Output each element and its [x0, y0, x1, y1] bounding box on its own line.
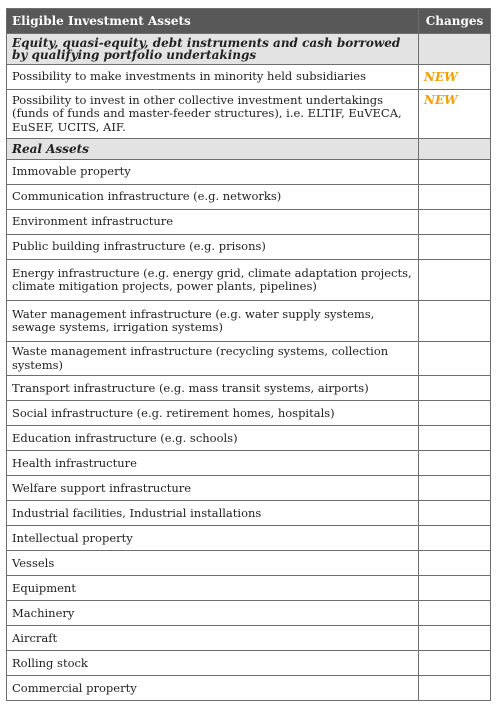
- asset-label: Transport infrastructure (e.g. mass transit systems, airports): [7, 376, 419, 401]
- change-badge: NEW: [419, 65, 491, 90]
- change-badge: NEW: [419, 90, 491, 139]
- section-changes-cell: [419, 34, 491, 65]
- asset-label: Commercial property: [7, 676, 419, 701]
- column-header-changes: Changes: [419, 9, 491, 34]
- asset-label: Immovable property: [7, 160, 419, 185]
- table-row: [7, 185, 491, 210]
- table-row: [7, 451, 491, 476]
- asset-label: Waste management infrastructure (recycling systems, collection systems): [7, 342, 419, 376]
- change-cell: [419, 601, 491, 626]
- asset-label: Energy infrastructure (e.g. energy grid, climate adaptation projects, climate mitigation projects, power plants, pipelines): [7, 260, 419, 301]
- change-cell: [419, 426, 491, 451]
- change-cell: [419, 676, 491, 701]
- change-cell: [419, 185, 491, 210]
- table-row: [7, 576, 491, 601]
- column-header-assets: Eligible Investment Assets: [7, 9, 419, 34]
- asset-label: Rolling stock: [7, 651, 419, 676]
- asset-label: Industrial facilities, Industrial installations: [7, 501, 419, 526]
- table-row: [7, 476, 491, 501]
- change-cell: [419, 626, 491, 651]
- section-title-equity: Equity, quasi-equity, debt instruments and cash borrowed by qualifying portfolio undertakings: [7, 34, 419, 65]
- change-cell: [419, 210, 491, 235]
- change-cell: [419, 551, 491, 576]
- table-row: [7, 160, 491, 185]
- change-cell: [419, 526, 491, 551]
- change-cell: [419, 376, 491, 401]
- asset-label: Water management infrastructure (e.g. water supply systems, sewage systems, irrigation systems): [7, 301, 419, 342]
- asset-label: Equipment: [7, 576, 419, 601]
- table-row: [7, 601, 491, 626]
- section-title-real-assets: Real Assets: [7, 139, 419, 160]
- table-row: [7, 260, 491, 301]
- eligible-assets-table: [6, 8, 491, 701]
- change-cell: [419, 576, 491, 601]
- asset-label: Vessels: [7, 551, 419, 576]
- table-row: [7, 65, 491, 90]
- asset-label: Machinery: [7, 601, 419, 626]
- asset-label: Social infrastructure (e.g. retirement homes, hospitals): [7, 401, 419, 426]
- table-row: [7, 301, 491, 342]
- table-row: [7, 342, 491, 376]
- table-row: [7, 501, 491, 526]
- table-row: [7, 551, 491, 576]
- section-header-row: [7, 139, 491, 160]
- asset-label: Welfare support infrastructure: [7, 476, 419, 501]
- change-cell: [419, 451, 491, 476]
- table-row: [7, 401, 491, 426]
- table-row: [7, 426, 491, 451]
- asset-label: Intellectual property: [7, 526, 419, 551]
- section-header-row: [7, 34, 491, 65]
- asset-label: Aircraft: [7, 626, 419, 651]
- asset-label: Possibility to invest in other collective investment undertakings (funds of funds and master-feeder structures), i.e. ELTIF, EuVECA, EuSEF, UCITS, AIF.: [7, 90, 419, 139]
- table-row: [7, 526, 491, 551]
- table-row: [7, 676, 491, 701]
- change-cell: [419, 235, 491, 260]
- asset-label: Possibility to make investments in minority held subsidiaries: [7, 65, 419, 90]
- table-row: [7, 376, 491, 401]
- change-cell: [419, 260, 491, 301]
- table-row: [7, 626, 491, 651]
- asset-label: Communication infrastructure (e.g. networks): [7, 185, 419, 210]
- change-cell: [419, 301, 491, 342]
- table-row: [7, 90, 491, 139]
- change-cell: [419, 651, 491, 676]
- change-cell: [419, 342, 491, 376]
- change-cell: [419, 401, 491, 426]
- table-row: [7, 651, 491, 676]
- table-row: [7, 235, 491, 260]
- table-row: [7, 210, 491, 235]
- section-changes-cell: [419, 139, 491, 160]
- asset-label: Education infrastructure (e.g. schools): [7, 426, 419, 451]
- asset-label: Environment infrastructure: [7, 210, 419, 235]
- change-cell: [419, 476, 491, 501]
- change-cell: [419, 501, 491, 526]
- table-header-row: [7, 9, 491, 34]
- asset-label: Health infrastructure: [7, 451, 419, 476]
- asset-label: Public building infrastructure (e.g. prisons): [7, 235, 419, 260]
- change-cell: [419, 160, 491, 185]
